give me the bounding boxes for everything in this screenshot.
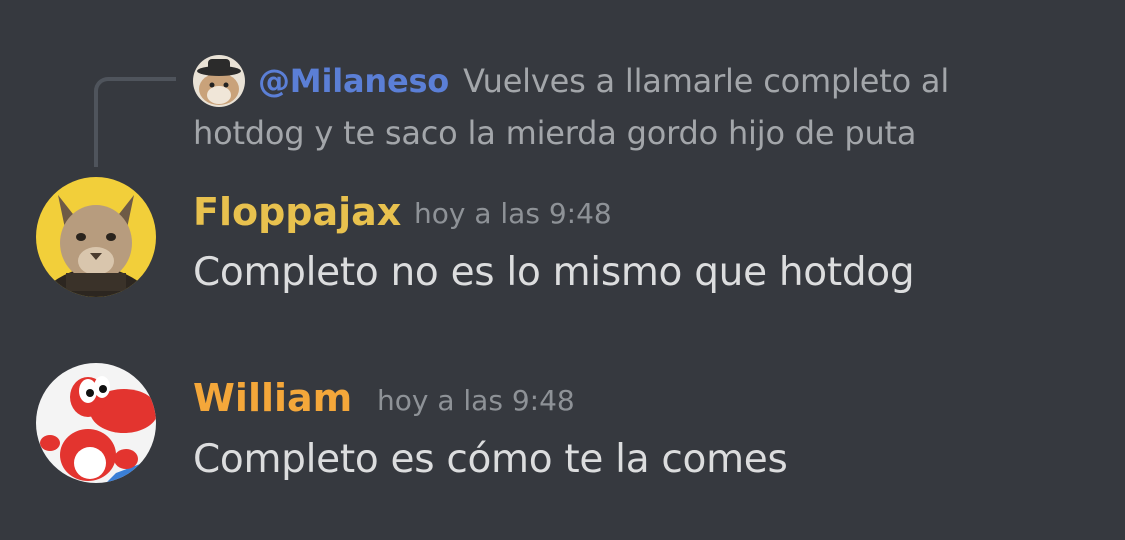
message-content: Completo no es lo mismo que hotdog xyxy=(193,250,915,295)
reply-text-part-1: Vuelves a llamarle completo al xyxy=(463,62,950,100)
message-username[interactable]: Floppajax xyxy=(193,190,402,234)
hamster-cowboy-avatar-icon[interactable] xyxy=(193,55,245,107)
reply-connector-line xyxy=(94,77,176,167)
reply-mention[interactable]: @Milaneso xyxy=(258,62,450,100)
message-username[interactable]: William xyxy=(193,376,353,420)
red-yoshi-avatar-icon[interactable] xyxy=(36,363,156,483)
message-timestamp[interactable]: hoy a las 9:48 xyxy=(377,384,575,417)
reply-preview-line-1[interactable] xyxy=(258,62,1125,100)
message-content: Completo es cómo te la comes xyxy=(193,437,788,482)
reply-preview-line-2[interactable]: hotdog y te saco la mierda gordo hijo de puta xyxy=(193,114,917,152)
message-timestamp[interactable]: hoy a las 9:48 xyxy=(414,197,612,230)
caracal-avatar-icon[interactable] xyxy=(36,177,156,297)
